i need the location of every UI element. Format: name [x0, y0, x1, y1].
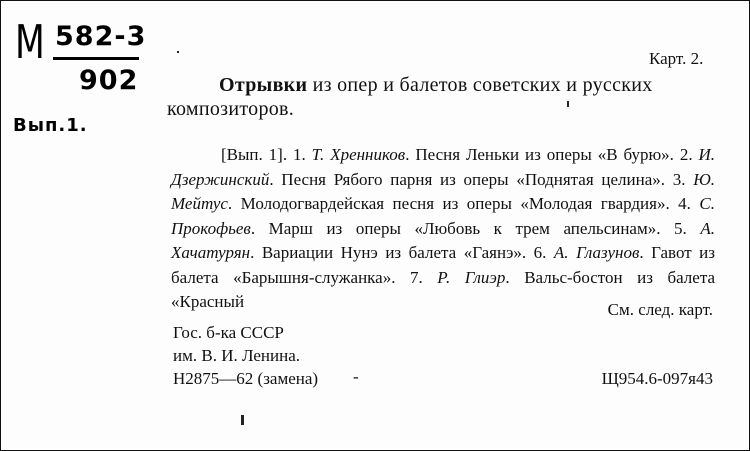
contents-text: . Гавот из балета «Барышня-служанка». 7.: [171, 243, 715, 287]
contents-text: . Вальс-бостон из балета «Красный: [171, 267, 716, 311]
composer-name: А. Хачатурян: [171, 218, 715, 262]
ink-speck: [567, 101, 569, 107]
title-text: из опер и балетов советских и русских: [307, 74, 653, 96]
shelf-mark-number: 582-3: [55, 21, 147, 52]
composer-name: Т. Хренников: [311, 145, 406, 164]
composer-name: Р. Глиэр: [437, 267, 506, 287]
contents-text: . Песня Леньки из оперы «В бурю». 2.: [405, 145, 699, 164]
shelf-mark-letter: М: [15, 15, 46, 69]
title-lead-word: Отрывки: [219, 74, 308, 96]
contents-note: [171, 143, 715, 315]
contents-text: . Марш из оперы «Любовь к трем апельсинам». 5.: [250, 218, 701, 238]
contents-text: . Вариации Нунэ из балета «Гаянэ». 6.: [250, 243, 554, 262]
shelf-mark-sub-number: 902: [79, 65, 139, 96]
composer-name: Ю. Мейтус: [171, 169, 715, 213]
card-title: [167, 73, 715, 121]
library-name-line1: Гос. б-ка СССР: [173, 323, 284, 342]
ink-speck: [177, 51, 179, 53]
contents-paragraph: [171, 143, 715, 315]
classification-code: Щ954.6-097я43: [601, 369, 713, 388]
catalog-code: Н2875—62 (замена): [173, 369, 319, 388]
contents-text: . Молодогвардейская песня из оперы «Молодая гвардия». 4.: [227, 194, 700, 213]
composer-name: И. Дзержинский: [171, 145, 716, 189]
ink-speck: [241, 415, 244, 425]
title-continuation: композиторов.: [167, 98, 295, 120]
library-name-line2: им. В. И. Ленина.: [173, 346, 301, 365]
composer-name: С. Прокофьев: [171, 194, 715, 238]
contents-text: [Вып. 1]. 1.: [221, 145, 312, 164]
issue-note: Вып.1.: [13, 115, 88, 136]
composer-name: А. Глазунов: [553, 243, 640, 262]
shelf-mark-underline: [53, 57, 139, 60]
card-number: Карт. 2.: [649, 49, 704, 68]
dash-mark: -: [353, 367, 359, 386]
contents-text: . Песня Рябого парня из оперы «Поднятая целина». 3.: [269, 169, 694, 189]
see-next-card: См. след. карт.: [607, 300, 713, 319]
